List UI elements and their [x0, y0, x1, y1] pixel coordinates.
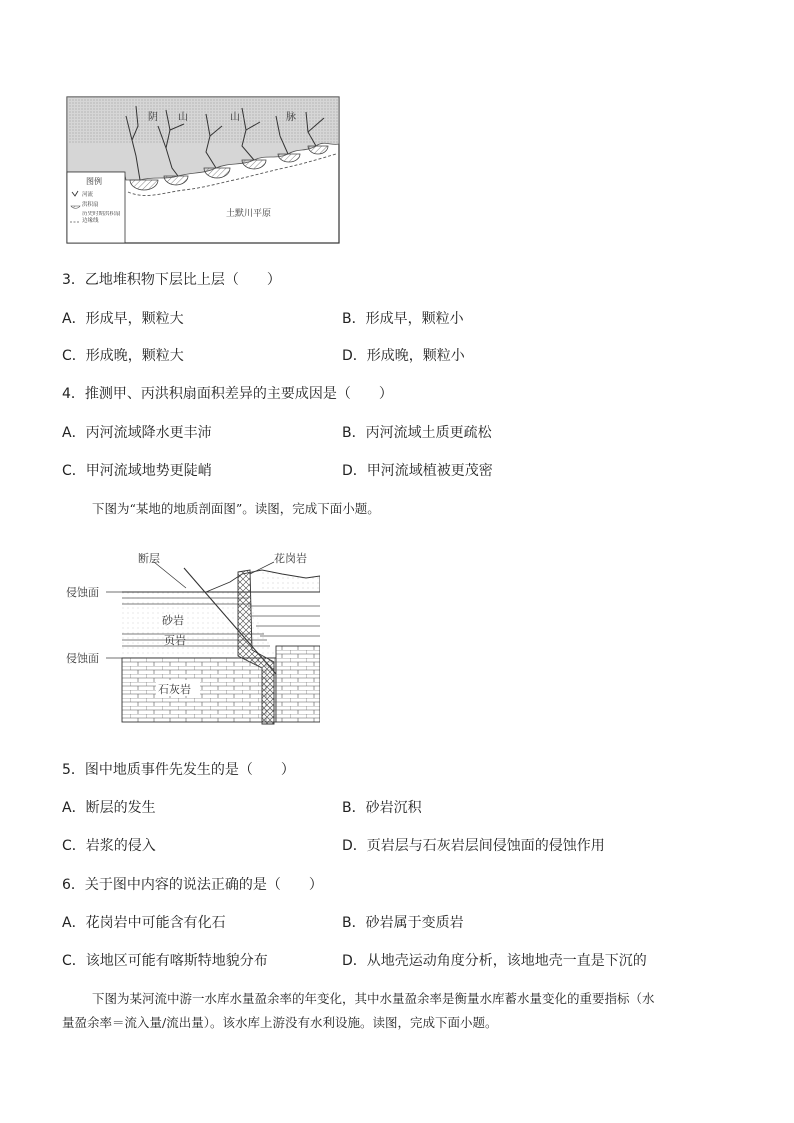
label-granite: 花岗岩 — [274, 552, 307, 565]
legend-fan: 洪积扇 — [82, 202, 99, 208]
q4-option-b[interactable]: B．丙河流域土质更疏松 — [342, 425, 492, 441]
q5-option-a[interactable]: A．断层的发生 — [62, 800, 156, 816]
q3-option-a[interactable]: A．形成早，颗粒大 — [62, 311, 184, 327]
limestone-right — [276, 646, 320, 722]
map-figure — [66, 96, 340, 244]
q4-option-c[interactable]: C．甲河流域地势更陡峭 — [62, 463, 212, 479]
q6-option-d[interactable]: D．从地壳运动角度分析，该地地壳一直是下沉的 — [342, 953, 647, 969]
q4-stem: 4．推测甲、丙洪积扇面积差异的主要成因是（ ） — [62, 386, 393, 402]
label-erosion-surface-2: 侵蚀面 — [66, 652, 99, 665]
map-legend — [67, 172, 125, 243]
plain-label: 土默川平原 — [226, 209, 272, 219]
q3-option-d[interactable]: D．形成晚，颗粒小 — [342, 348, 465, 364]
legend-edge-line: 历史时期洪积扇边缘线 — [82, 211, 121, 224]
mountain-label-4: 脉 — [286, 112, 296, 123]
legend-river: 河流 — [82, 192, 94, 198]
intro-reservoir-line-2: 量盈余率＝流入量/流出量）。该水库上游没有水利设施。读图，完成下面小题。 — [62, 1015, 498, 1030]
q5-option-b[interactable]: B．砂岩沉积 — [342, 800, 422, 816]
q4-option-a[interactable]: A．丙河流域降水更丰沛 — [62, 425, 212, 441]
q4-option-d[interactable]: D．甲河流域植被更茂密 — [342, 463, 493, 479]
label-fault: 断层 — [138, 552, 160, 565]
intro-reservoir-line-1: 下图为某河流中游一水库水量盈余率的年变化，其中水量盈余率是衡量水库蓄水量变化的重要指标（水 — [92, 991, 655, 1006]
label-erosion-surface-1: 侵蚀面 — [66, 586, 99, 599]
q5-option-d[interactable]: D．页岩层与石灰岩层间侵蚀面的侵蚀作用 — [342, 838, 605, 854]
q3-option-b[interactable]: B．形成早，颗粒小 — [342, 311, 464, 327]
label-limestone: 石灰岩 — [158, 683, 191, 696]
q5-option-c[interactable]: C．岩浆的侵入 — [62, 838, 156, 854]
mountain-label-2: 山 — [178, 112, 188, 123]
q6-stem: 6．关于图中内容的说法正确的是（ ） — [62, 877, 323, 893]
mountain-label-3: 山 — [230, 112, 240, 123]
label-shale: 页岩 — [164, 634, 186, 647]
mountain-label-1: 阴 — [148, 112, 158, 123]
q6-option-c[interactable]: C．该地区可能有喀斯特地貌分布 — [62, 953, 268, 969]
geologic-section-figure — [66, 546, 320, 726]
label-sandstone: 砂岩 — [162, 614, 184, 627]
q3-stem: 3．乙地堆积物下层比上层（ ） — [62, 272, 281, 288]
intro-geo-section: 下图为“某地的地质剖面图”。读图，完成下面小题。 — [92, 501, 380, 516]
q6-option-a[interactable]: A．花岗岩中可能含有化石 — [62, 915, 226, 931]
legend-title: 图例 — [86, 177, 102, 186]
q3-option-c[interactable]: C．形成晚，颗粒大 — [62, 348, 184, 364]
q5-stem: 5．图中地质事件先发生的是（ ） — [62, 762, 295, 778]
q6-option-b[interactable]: B．砂岩属于变质岩 — [342, 915, 464, 931]
